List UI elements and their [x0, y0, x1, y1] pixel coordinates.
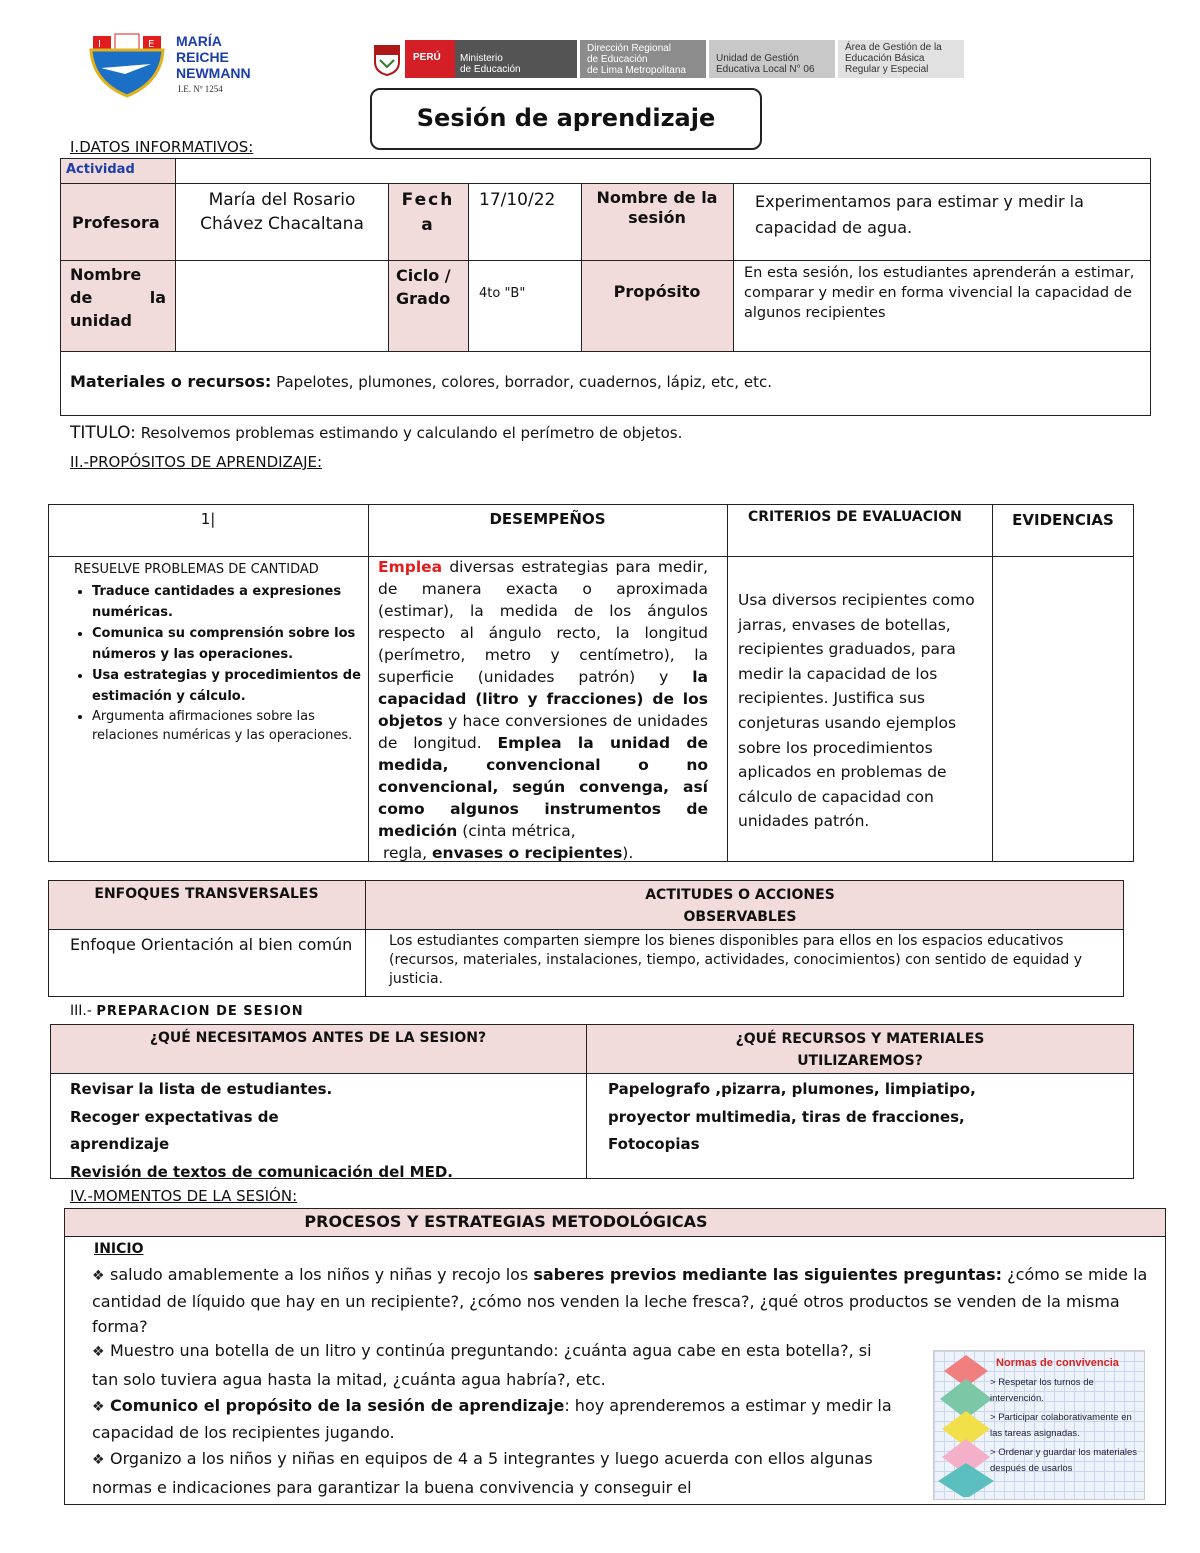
capacidades-list [74, 581, 364, 745]
antes-list [70, 1076, 453, 1186]
nombre-sesion-value: Experimentamos para estimar y medir la capacidad de agua. [755, 192, 1084, 237]
antes-item: Revisar la lista de estudiantes. [70, 1080, 333, 1098]
capacidad-item: • Comunica su comprensión sobre los números y las operaciones. [92, 623, 364, 665]
col-criterios-header: CRITERIOS DE EVALUACION [748, 509, 962, 525]
fecha-value: 17/10/22 [479, 190, 556, 210]
colorful-diamonds-icon [936, 1353, 996, 1497]
antes-header: ¿QUÉ NECESITAMOS ANTES DE LA SESION? [149, 1030, 487, 1046]
actitud-value: Los estudiantes comparten siempre los bienes disponibles para ellos en los espacios educativos (recursos, materiales, instalaciones, tiempo, actividades, conocimientos) con sentido de equidad y justicia. [389, 933, 1083, 987]
actividad-label: Actividad [66, 162, 135, 177]
section-2-heading: II.-PROPÓSITOS DE APRENDIZAJE: [70, 453, 323, 471]
area-badge: Área de Gestión de la Educación Básica Regular y Especial [838, 40, 964, 78]
peru-crest-icon [372, 40, 402, 76]
competencia: RESUELVE PROBLEMAS DE CANTIDAD [74, 562, 319, 577]
profesora-label: Profesora [72, 213, 160, 232]
materiales-row: Materiales o recursos: Papelotes, plumones, colores, borrador, cuadernos, lápiz, etc, etc. [70, 372, 772, 391]
ciclo-value: 4to "B" [479, 286, 526, 301]
bullet-saberes: ❖ saludo amablemente a los niños y niñas y recojo los saberes previos mediante las siguientes preguntas: ¿cómo se mide la cantidad de líquido que hay en un recipiente?, ¿cómo nos venden la leche fresca?, ¿qué otros productos se venden de la misma forma? [92, 1265, 1148, 1336]
diamond-bullet-icon: ❖ [92, 1452, 105, 1468]
svg-text:E: E [148, 39, 155, 50]
diamond-bullet-icon: ❖ [92, 1399, 105, 1415]
desempeno-text: Emplea diversas estrategias para medir, de manera exacta o aproximada (estimar), la medida de los ángulos respecto al ángulo recto, la longitud (perímetro, metro y centímetro), la superficie (unidades patrón) y la capacidad (litro y fracciones) de los objetos y hace conversiones de unidades de longitud. Emplea la unidad de medida, convencional o no convencional, según convenga, así como algunos instrumentos de medición (cinta métrica, regla, envases o recipientes). [378, 558, 708, 862]
antes-item: Revisión de textos de comunicación del MED. [70, 1162, 454, 1181]
col-desempenos-header: DESEMPEÑOS [489, 510, 606, 528]
recursos-header: ¿QUÉ RECURSOS Y MATERIALES UTILIZAREMOS? [735, 1031, 985, 1069]
school-code: I.E. Nº 1254 [178, 84, 223, 94]
recurso-item: Papelografo ,pizarra, plumones, limpiatipo, [608, 1080, 976, 1098]
titulo-line: TITULO: Resolvemos problemas estimando y calculando el perímetro de objetos. [70, 423, 683, 443]
ciclo-label: Ciclo / Grado [396, 266, 451, 308]
fecha-label: Fecha [401, 190, 455, 235]
antes-item: aprendizaje [70, 1135, 170, 1153]
direccion-badge: Dirección Regional de Educación de Lima Metropolitana [580, 40, 706, 78]
bullet-equipos: ❖ Organizo a los niños y niñas en equipos de 4 a 5 integrantes y luego acuerda con ellos algunas normas e indicaciones para garantizar la buena convivencia y conseguir el [92, 1445, 892, 1502]
recursos-list [608, 1076, 976, 1159]
col-evidencias-header: EVIDENCIAS [1012, 511, 1114, 529]
antes-item: Recoger expectativas de [70, 1107, 279, 1126]
page-title: Sesión de aprendizaje [416, 104, 716, 132]
capacidad-item: • Usa estrategias y procedimientos de estimación y cálculo. [92, 665, 364, 707]
recurso-item: proyector multimedia, tiras de fracciones, [608, 1107, 965, 1126]
diamond-bullet-icon: ❖ [92, 1268, 105, 1284]
profesora-value: María del Rosario Chávez Chacaltana [200, 190, 364, 234]
procesos-title: PROCESOS Y ESTRATEGIAS METODOLÓGICAS [304, 1212, 708, 1231]
section-1-heading: I.DATOS INFORMATIVOS: [70, 138, 254, 156]
capacidad-item: • Traduce cantidades a expresiones numéricas. [92, 581, 364, 623]
capacidad-item: • Argumenta afirmaciones sobre las relaciones numéricas y las operaciones. [92, 707, 364, 745]
proposito-value: En esta sesión, los estudiantes aprenderán a estimar, comparar y medir en forma vivencial la capacidad de algunos recipientes [744, 265, 1135, 321]
nombre-unidad-label: Nombre de la unidad [70, 265, 166, 330]
enfoque-value: Enfoque Orientación al bien común [70, 935, 353, 954]
actitudes-header: ACTITUDES O ACCIONES OBSERVABLES [645, 887, 835, 925]
bullet-proposito: ❖ Comunico el propósito de la sesión de aprendizaje: hoy aprenderemos a estimar y medir la capacidad de los recipientes jugando. [92, 1396, 892, 1442]
criterios-text: Usa diversos recipientes como jarras, envases de botellas, recipientes graduados, para medir la capacidad de los recipientes. Justifica sus conjeturas usando ejemplos sobre los procedimientos aplicados en problemas de cálculo de capacidad con unidades patrón. [738, 591, 975, 831]
section-4-heading: IV.-MOMENTOS DE LA SESIÓN: [70, 1187, 298, 1205]
school-logo [85, 30, 170, 100]
normas-convivencia-image: Normas de convivencia > Respetar los turnos de intervención. > Participar colaborativamente en las tareas asignadas. > Ordenar y guardar los materiales después de usarlos [933, 1350, 1145, 1500]
nombre-sesion-label: Nombre de la sesión [596, 188, 718, 227]
ugel-badge: Unidad de Gestión Educativa Local N° 06 [709, 40, 835, 78]
enfoques-header: ENFOQUES TRANSVERSALES [94, 886, 319, 902]
peru-badge: PERÚ [405, 40, 455, 78]
col-num-header: 1| [200, 510, 216, 528]
diamond-bullet-icon: ❖ [92, 1344, 105, 1360]
svg-text:I: I [98, 39, 101, 50]
inicio-label: INICIO [94, 1241, 144, 1257]
section-3-heading: III.- PREPARACION DE SESION [70, 1003, 304, 1019]
school-name: MARÍA REICHE NEWMANN [176, 33, 251, 81]
proposito-label: Propósito [613, 282, 701, 301]
ministerio-badge: Ministerio de Educación [455, 40, 577, 78]
bullet-botella: ❖ Muestro una botella de un litro y continúa preguntando: ¿cuánta agua cabe en esta botella?, si tan solo tuviera agua hasta la mitad, ¿cuánta agua habría?, etc. [92, 1337, 892, 1394]
recurso-item: Fotocopias [608, 1135, 700, 1153]
title-box [370, 88, 762, 150]
